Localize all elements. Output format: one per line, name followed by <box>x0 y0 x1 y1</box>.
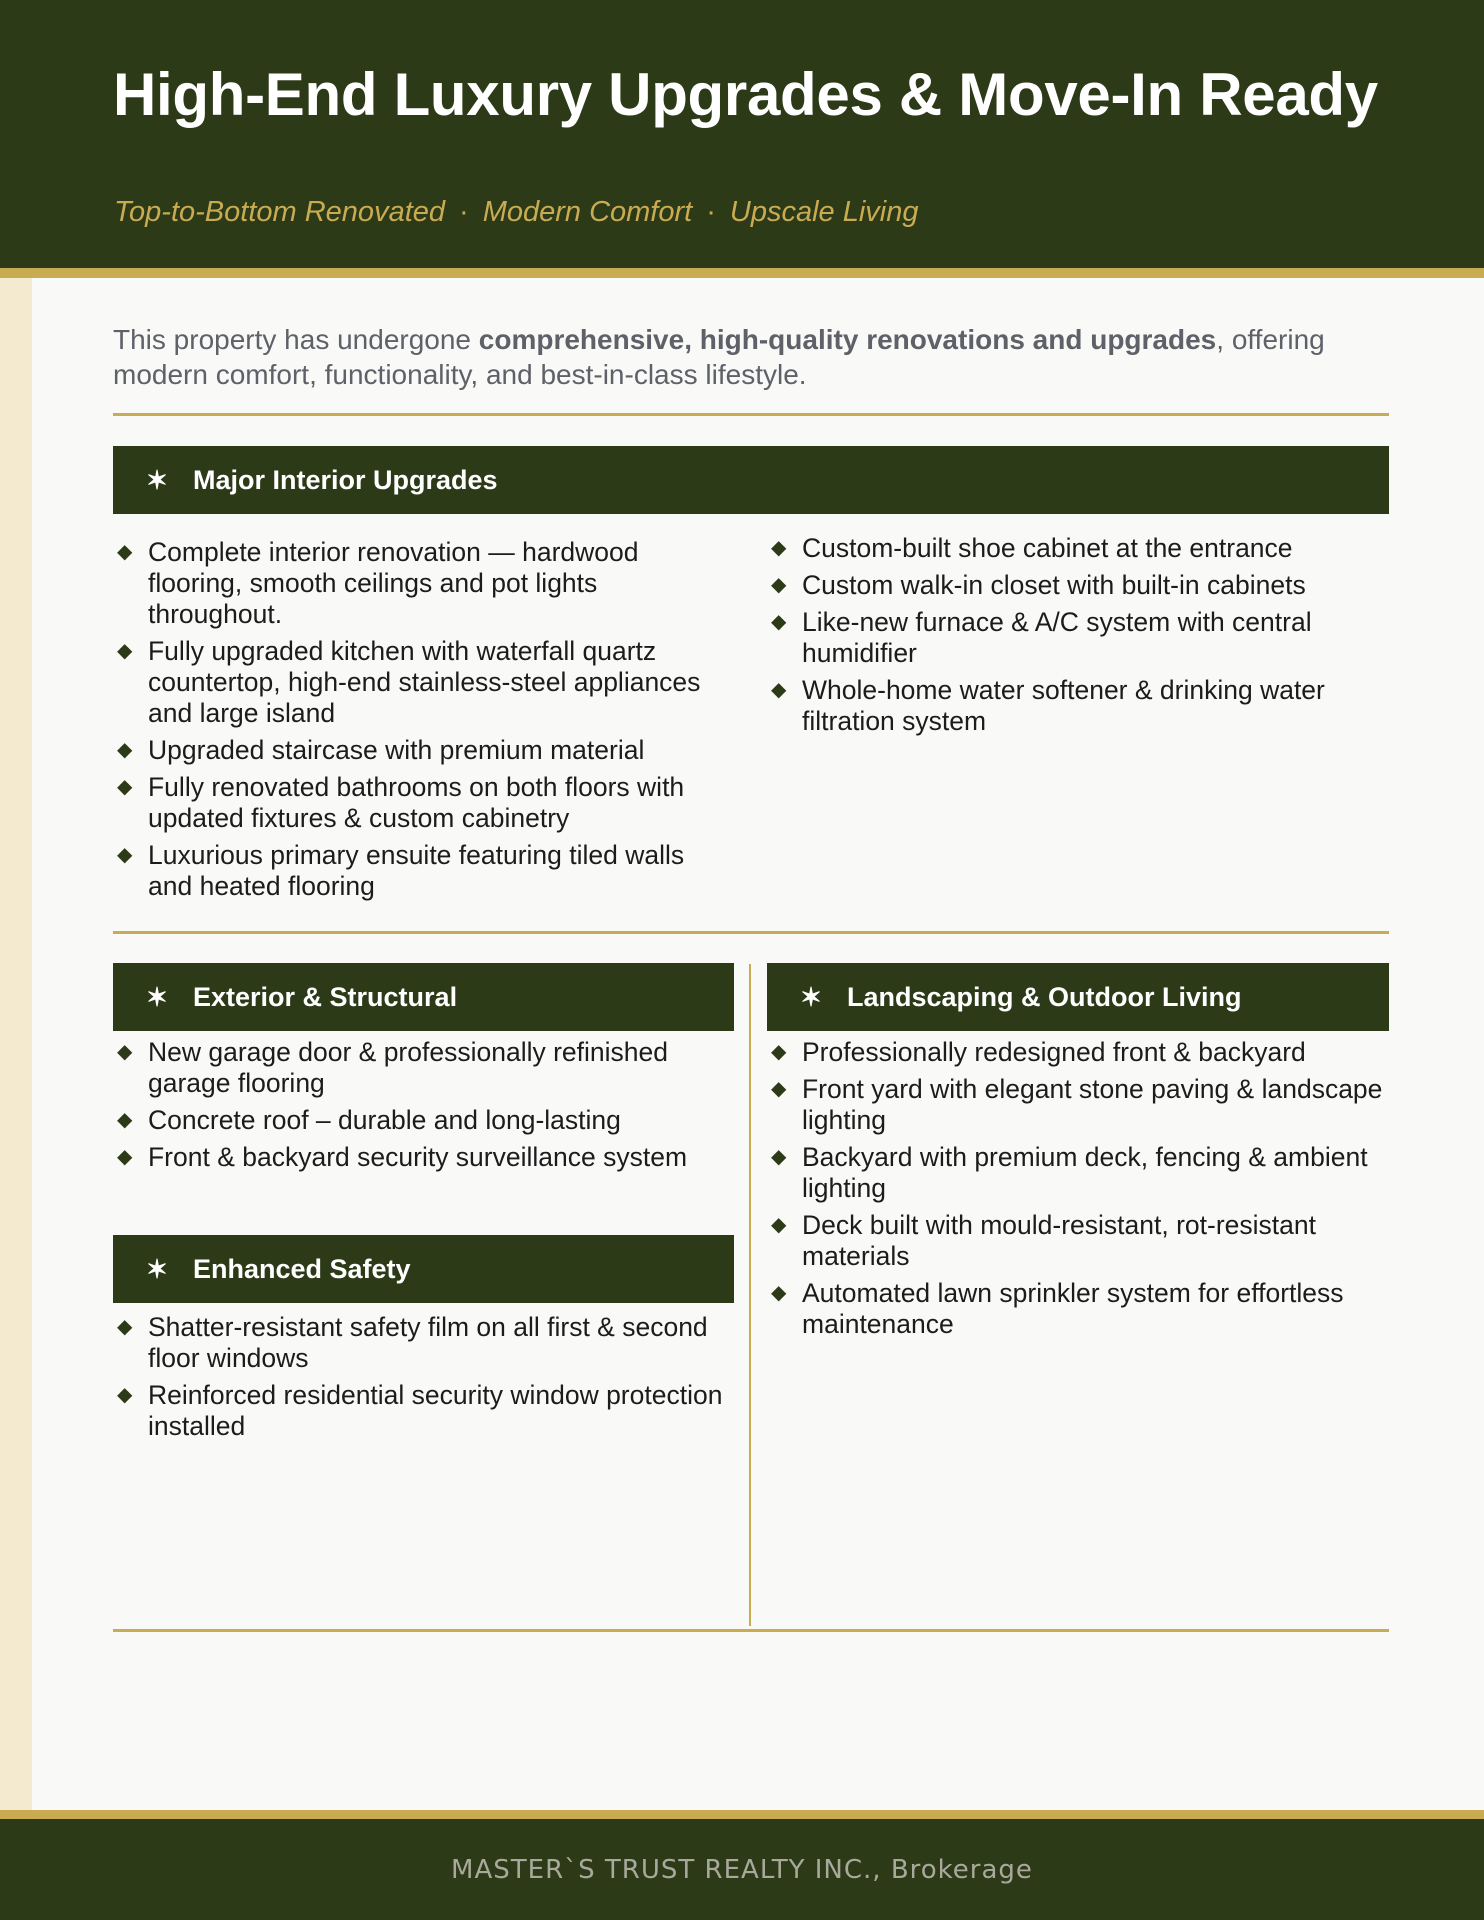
diamond-icon: ◆ <box>117 541 133 563</box>
section-title: Landscaping & Outdoor Living <box>847 981 1242 1012</box>
diamond-icon: ◆ <box>771 1282 787 1304</box>
tagline <box>114 196 918 229</box>
diamond-icon: ◆ <box>771 1041 787 1063</box>
intro-text: , offering modern comfort, functionality, and best-in-class lifestyle. <box>113 324 1325 390</box>
list-item-text: Fully renovated bathrooms on both floors with updated fixtures & custom cabinetry <box>148 772 685 833</box>
list-item <box>767 1142 1392 1204</box>
list-item <box>767 1210 1392 1272</box>
page-title: High-End Luxury Upgrades & Move-In Ready <box>113 61 1378 128</box>
diamond-icon: ◆ <box>771 537 787 559</box>
list-item <box>767 1278 1392 1340</box>
list-item-text: Upgraded staircase with premium material <box>148 735 645 765</box>
list-item <box>113 1142 738 1173</box>
list-item <box>767 533 1392 564</box>
list-item-text: Reinforced residential security window protection installed <box>148 1380 723 1441</box>
list-item <box>113 537 723 630</box>
list-item-text: Complete interior renovation — hardwood flooring, smooth ceilings and pot lights throughout. <box>148 537 639 629</box>
list-item <box>767 607 1392 669</box>
list-item <box>767 570 1392 601</box>
divider-rule <box>113 931 1389 934</box>
safety-list <box>113 1312 738 1448</box>
list-item <box>113 1037 738 1099</box>
tagline-item: Modern Comfort <box>482 196 693 228</box>
footer <box>0 1819 1484 1920</box>
section-header-landscaping <box>767 963 1389 1031</box>
tagline-item: Top-to-Bottom Renovated <box>114 196 446 228</box>
list-item-text: Custom-built shoe cabinet at the entrance <box>802 533 1293 563</box>
list-item-text: Deck built with mould-resistant, rot-resistant materials <box>802 1210 1316 1271</box>
section-header-interior <box>113 446 1389 514</box>
landscaping-list <box>767 1037 1392 1346</box>
column-divider <box>749 964 751 1626</box>
diamond-icon: ◆ <box>117 844 133 866</box>
interior-list-right <box>767 533 1392 743</box>
list-item <box>767 675 1392 737</box>
intro-paragraph <box>113 322 1393 392</box>
list-item-text: Backyard with premium deck, fencing & ambient lighting <box>802 1142 1368 1203</box>
star-icon: ✶ <box>146 1253 168 1284</box>
list-item-text: Professionally redesigned front & backyard <box>802 1037 1306 1067</box>
tagline-separator: · <box>706 196 716 228</box>
header-gold-rule <box>0 268 1484 278</box>
star-icon: ✶ <box>146 981 168 1012</box>
left-accent-band <box>0 278 32 1810</box>
diamond-icon: ◆ <box>117 1146 133 1168</box>
list-item-text: Concrete roof – durable and long-lasting <box>148 1105 621 1135</box>
section-title: Enhanced Safety <box>193 1253 411 1284</box>
list-item <box>113 1380 738 1442</box>
intro-emphasis: comprehensive, high-quality renovations and upgrades <box>478 324 1217 355</box>
list-item-text: Fully upgraded kitchen with waterfall quartz countertop, high-end stainless-steel appliances and large island <box>148 636 701 728</box>
star-icon: ✶ <box>146 464 168 495</box>
diamond-icon: ◆ <box>771 574 787 596</box>
diamond-icon: ◆ <box>771 611 787 633</box>
diamond-icon: ◆ <box>117 776 133 798</box>
interior-list-left <box>113 537 723 908</box>
list-item <box>113 1105 738 1136</box>
list-item <box>113 1312 738 1374</box>
diamond-icon: ◆ <box>771 679 787 701</box>
diamond-icon: ◆ <box>117 739 133 761</box>
list-item-text: Front & backyard security surveillance system <box>148 1142 688 1172</box>
tagline-separator: · <box>459 196 469 228</box>
list-item <box>113 772 723 834</box>
list-item <box>767 1074 1392 1136</box>
section-title: Exterior & Structural <box>193 981 458 1012</box>
section-header-exterior <box>113 963 734 1031</box>
list-item-text: Shatter-resistant safety film on all first & second floor windows <box>148 1312 708 1373</box>
list-item-text: Automated lawn sprinkler system for effortless maintenance <box>802 1278 1344 1339</box>
divider-rule <box>113 413 1389 416</box>
list-item <box>113 735 723 766</box>
exterior-list <box>113 1037 738 1179</box>
list-item-text: Whole-home water softener & drinking water filtration system <box>802 675 1325 736</box>
divider-rule <box>113 1629 1389 1632</box>
list-item <box>767 1037 1392 1068</box>
list-item <box>113 636 723 729</box>
list-item-text: Front yard with elegant stone paving & landscape lighting <box>802 1074 1383 1135</box>
diamond-icon: ◆ <box>117 1041 133 1063</box>
diamond-icon: ◆ <box>117 1109 133 1131</box>
list-item-text: Luxurious primary ensuite featuring tiled walls and heated flooring <box>148 840 685 901</box>
section-title: Major Interior Upgrades <box>193 464 498 495</box>
diamond-icon: ◆ <box>771 1078 787 1100</box>
brokerage-name: MASTER`S TRUST REALTY INC., Brokerage <box>451 1854 1033 1885</box>
tagline-item: Upscale Living <box>729 196 919 228</box>
diamond-icon: ◆ <box>771 1146 787 1168</box>
list-item-text: Like-new furnace & A/C system with central humidifier <box>802 607 1312 668</box>
section-header-safety <box>113 1235 734 1303</box>
intro-text: This property has undergone <box>113 324 479 355</box>
diamond-icon: ◆ <box>117 1316 133 1338</box>
footer-gold-rule <box>0 1810 1484 1819</box>
list-item-text: Custom walk-in closet with built-in cabinets <box>802 570 1306 600</box>
diamond-icon: ◆ <box>117 640 133 662</box>
diamond-icon: ◆ <box>117 1384 133 1406</box>
list-item <box>113 840 723 902</box>
list-item-text: New garage door & professionally refinished garage flooring <box>148 1037 668 1098</box>
diamond-icon: ◆ <box>771 1214 787 1236</box>
star-icon: ✶ <box>800 981 822 1012</box>
